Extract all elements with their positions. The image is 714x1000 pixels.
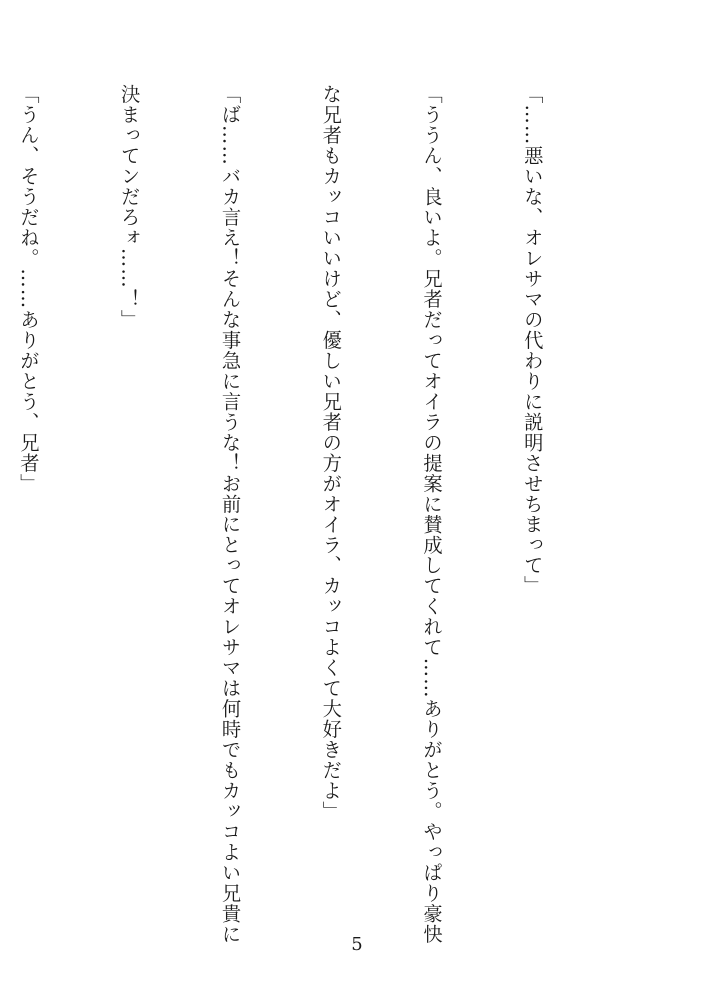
page-number: 5 <box>351 934 363 955</box>
text-line: 「ば……バカ言え！そんな事急に言うな！お前にとってオレサマは何時でもカッコよい兄貴に <box>218 84 242 945</box>
vertical-text-block <box>0 84 616 945</box>
text-line: 「ううん、良いよ。兄者だってオイラの提案に賛成してくれて……ありがとう。やっぱり豪快 <box>420 84 444 945</box>
text-line: 「うん、そうだね。……ありがとう、兄者」 <box>16 84 40 494</box>
text-line: 決まってンだろォ……！」 <box>117 84 141 330</box>
text-line: 「……悪いな、オレサマの代わりに説明させちまって」 <box>520 84 544 597</box>
text-line: な兄者もカッコいいけど、優しい兄者の方がオイラ、カッコよくて大好きだよ」 <box>319 84 343 822</box>
